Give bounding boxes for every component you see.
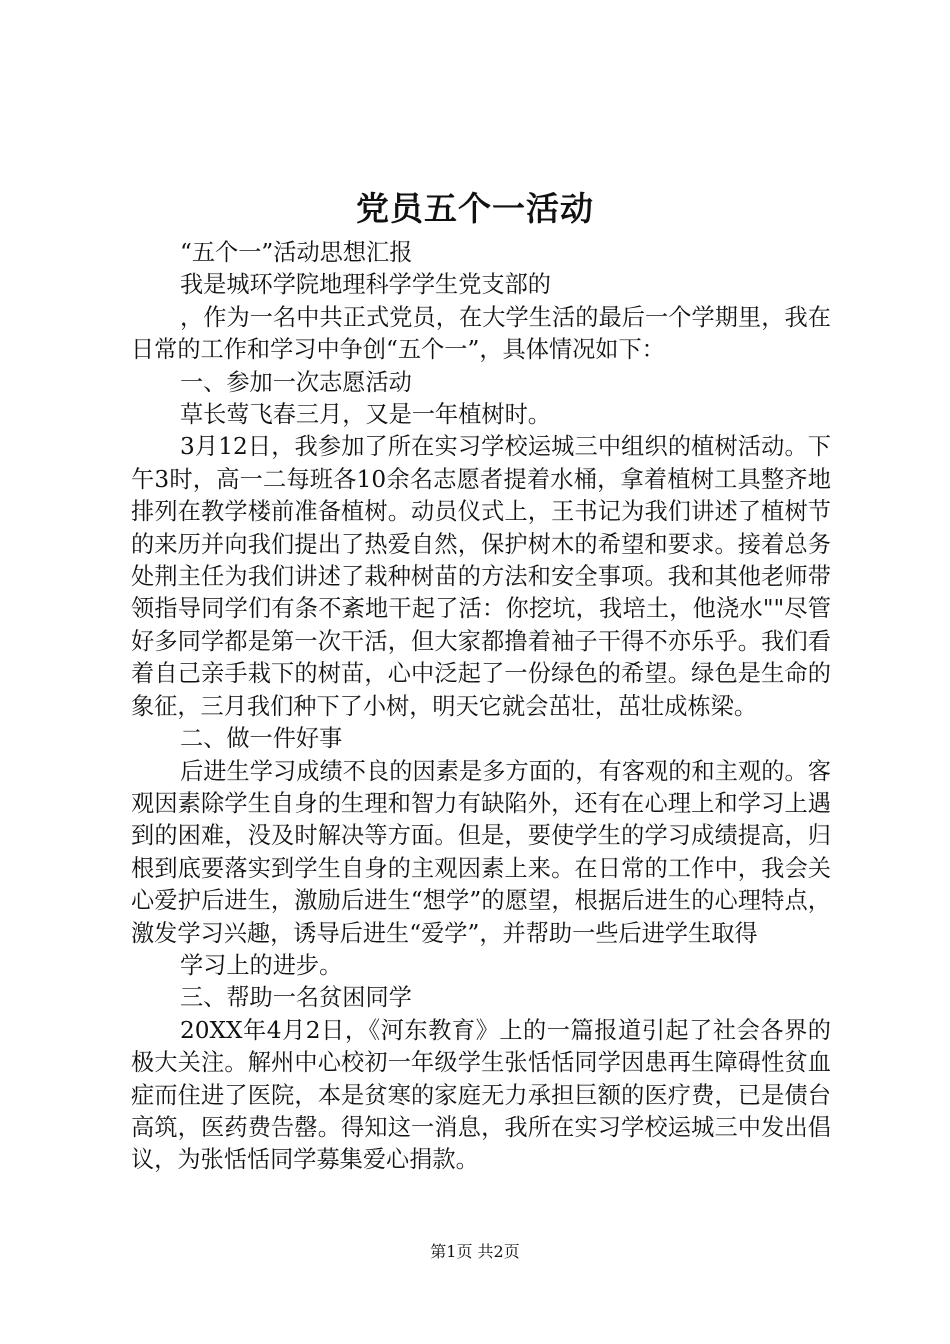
paragraph: 草长莺飞春三月，又是一年植树时。: [180, 401, 551, 429]
document-title: 党员五个一活动: [356, 189, 594, 228]
page-footer: 第1页 共2页: [430, 1242, 520, 1261]
paragraph: 学习上的进步。: [180, 951, 343, 979]
section-heading: 三、帮助一名贫困同学: [180, 984, 412, 1012]
paragraph: 我是城环学院地理科学学生党支部的: [180, 271, 551, 299]
document-body: [131, 237, 831, 1177]
section-heading: 一、参加一次志愿活动: [180, 368, 412, 396]
section-heading: 二、做一件好事: [180, 725, 343, 753]
paragraph: “五个一”活动思想汇报: [180, 239, 413, 266]
paragraph: 3月12日，我参加了所在实习学校运城三中组织的植树活动。下午3时，高一二每班各10余名志愿者提着水桶，拿着植树工具整齐地排列在教学楼前准备植树。动员仪式上，王书记为我们讲述了植树节的来历并向我们提出了热爱自然，保护树木的希望和要求。接着总务处荆主任为我们讲述了栽种树苗的方法和安全事项。我和其他老师带领指导同学们有条不紊地干起了活：你挖坑，我培土，他浇水""尽管好多同学都是第一次干活，但大家都撸着袖子干得不亦乐乎。我们看着自己亲手栽下的树苗，心中泛起了一份绿色的希望。绿色是生命的象征，三月我们种下了小树，明天它就会茁壮，茁壮成栋梁。: [131, 433, 831, 720]
paragraph: ，作为一名中共正式党员，在大学生活的最后一个学期里，我在日常的工作和学习中争创“五个一”，具体情况如下：: [131, 303, 831, 364]
paragraph: 后进生学习成绩不良的因素是多方面的，有客观的和主观的。客观因素除学生自身的生理和智力有缺陷外，还有在心理上和学习上遇到的困难，没及时解决等方面。但是，要使学生的学习成绩提高，归根到底要落实到学生自身的主观因素上来。在日常的工作中，我会关心爱护后进生，激励后进生“想学”的愿望，根据后进生的心理特点，激发学习兴趣，诱导后进生“爱学”，并帮助一些后进学生取得: [131, 757, 831, 947]
paragraph: 20XX年4月2日，《河东教育》上的一篇报道引起了社会各界的极大关注。解州中心校初一年级学生张恬恬同学因患再生障碍性贫血症而住进了医院，本是贫寒的家庭无力承担巨额的医疗费，已是债台高筑，医药费告罄。得知这一消息，我所在实习学校运城三中发出倡议，为张恬恬同学募集爱心捐款。: [131, 1016, 831, 1174]
